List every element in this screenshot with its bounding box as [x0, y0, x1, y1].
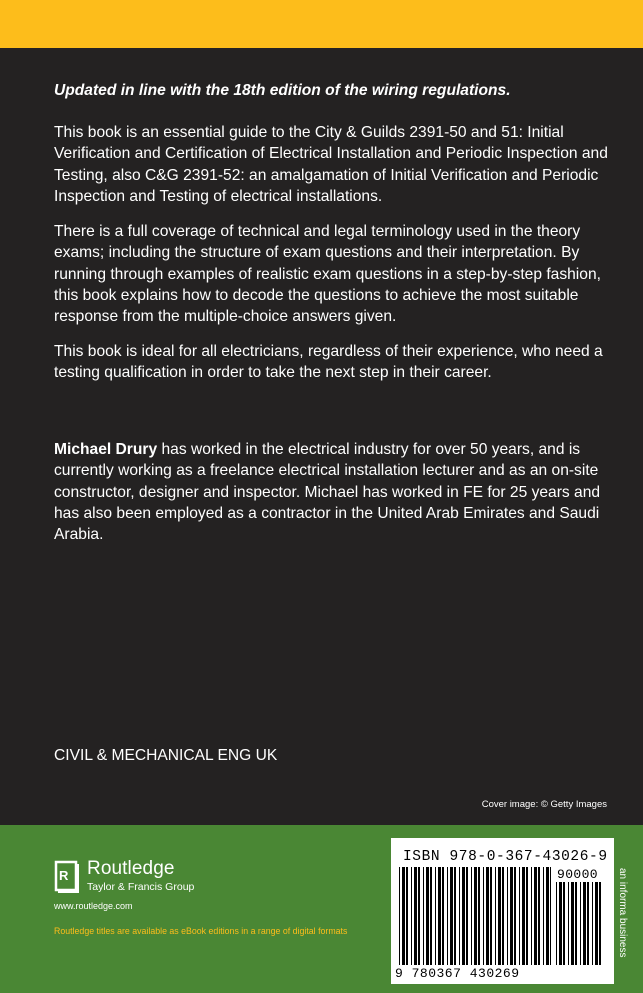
- ean-barcode-bars: [399, 867, 551, 965]
- publisher-website[interactable]: www.routledge.com: [54, 901, 133, 911]
- subject-category: CIVIL & MECHANICAL ENG UK: [54, 747, 278, 764]
- description-paragraph-2: There is a full coverage of technical and legal terminology used in the theory exams; including the structure of exam questions and their interpretation. By running through examples of realistic exam questions in a step-by-step fashion, this book explains how to decode the questions to achieve the most suitable response from the multiple-choice answers given.: [54, 223, 601, 326]
- svg-text:R: R: [59, 868, 69, 883]
- author-bio-text: has worked in the electrical industry for over 50 years, and is currently working as a freelance electrical installation lecturer and as an on-site constructor, designer and inspector. Michael has worked in FE for 25 years and has also been employed as a contractor in the United Arab Emirates and Saudi Arabia.: [54, 441, 601, 544]
- description-paragraph-3: This book is ideal for all electricians, regardless of their experience, who need a testing qualification in order to take the next step in their career.: [54, 343, 603, 382]
- addon-barcode-bars: [556, 882, 602, 965]
- author-bio: [54, 439, 614, 545]
- isbn-barcode: [391, 838, 614, 984]
- publisher-group: Taylor & Francis Group: [87, 881, 195, 893]
- barcode-addon-number: 90000: [557, 867, 599, 882]
- cover-image-credit: Cover image: © Getty Images: [481, 799, 607, 810]
- ebook-note: Routledge titles are available as eBook editions in a range of digital formats: [54, 926, 348, 936]
- top-color-band: [0, 0, 643, 48]
- back-cover-body: [0, 48, 643, 825]
- author-name: Michael Drury: [54, 441, 158, 458]
- ean-number: 9 780367 430269: [395, 966, 520, 981]
- routledge-logo-icon: [54, 858, 80, 896]
- isbn-number: ISBN 978-0-367-43026-9: [403, 849, 608, 865]
- publisher-footer: [0, 825, 643, 993]
- parent-company-note: an informa business: [617, 868, 628, 958]
- description-paragraph-1: This book is an essential guide to the City & Guilds 2391-50 and 51: Initial Verification and Certification of Electrical Installation and Periodic Inspection and Testing, also C&G 2391-52: an amalgamation of Initial Verification and Periodic Inspection and Testing of electrical installations.: [54, 124, 608, 205]
- edition-note: Updated in line with the 18th edition of the wiring regulations.: [54, 82, 511, 99]
- publisher-name: Routledge: [87, 858, 175, 879]
